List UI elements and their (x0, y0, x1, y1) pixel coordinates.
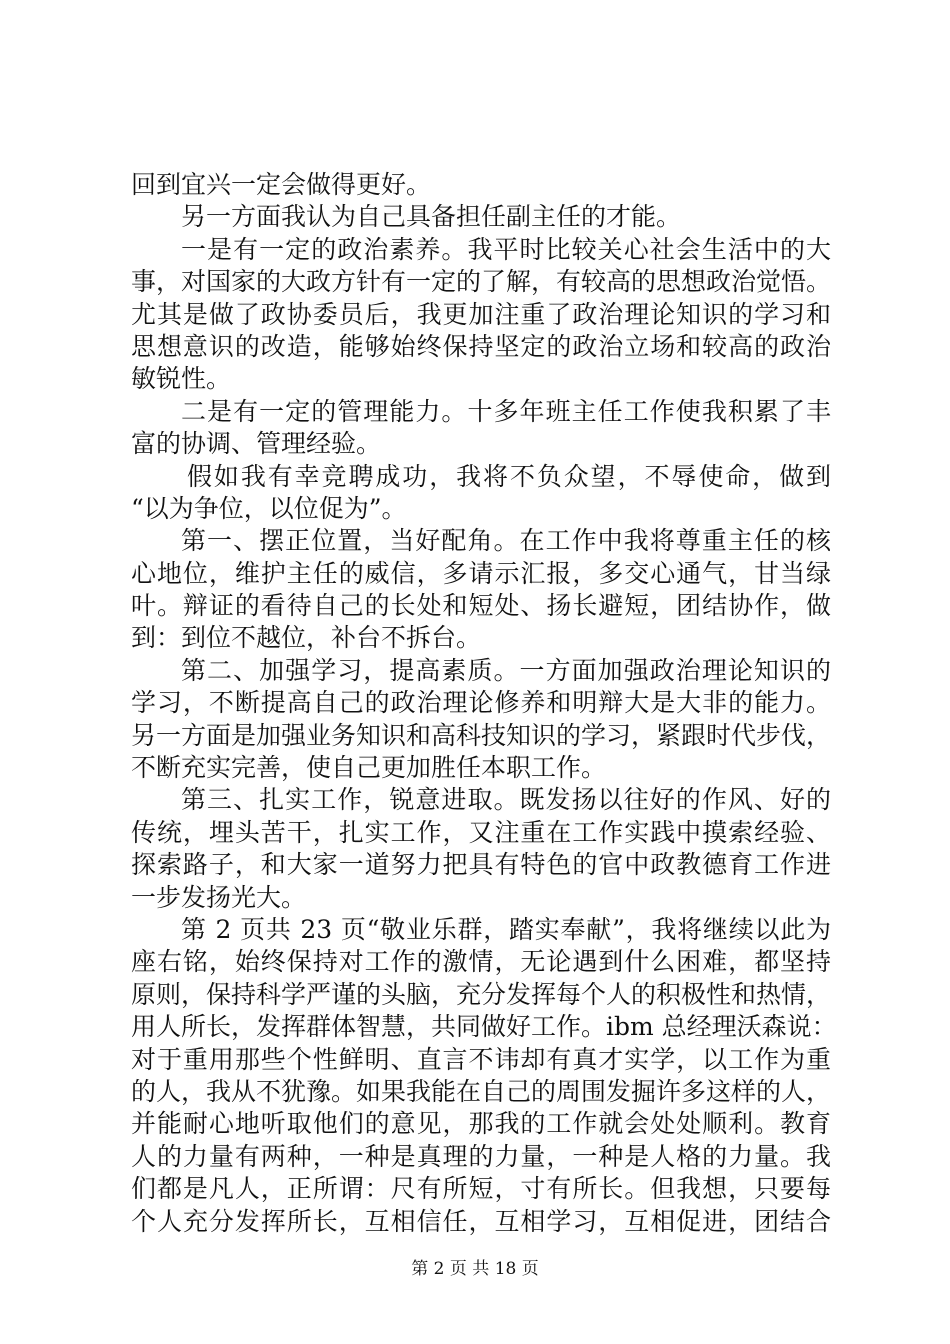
text-line: 一步发扬光大。 (131, 882, 307, 912)
text-line: 事，对国家的大政方针有一定的了解，有较高的思想政治觉悟。 (131, 267, 832, 297)
text-line: 敏锐性。 (131, 364, 232, 394)
text-line: 的人，我从不犹豫。如果我能在自己的周围发掘许多这样的人， (131, 1076, 832, 1106)
text-line: 心地位，维护主任的威信，多请示汇报，多交心通气，甘当绿 (131, 558, 831, 588)
text-line: 假如我有幸竞聘成功，我将不负众望，不辱使命，做到 (187, 461, 831, 491)
text-line: 第 2 页共 23 页“敬业乐群，踏实奉献”，我将继续以此为 (181, 914, 831, 944)
text-line: 富的协调、管理经验。 (131, 429, 382, 459)
text-line: 到：到位不越位，补台不拆台。 (131, 623, 482, 653)
text-line: 第一、摆正位置，当好配角。在工作中我将尊重主任的核 (181, 526, 831, 556)
text-line: 对于重用那些个性鲜明、直言不讳却有真才实学，以工作为重 (131, 1044, 831, 1074)
text-line: 并能耐心地听取他们的意见，那我的工作就会处处顺利。教育 (131, 1109, 831, 1139)
text-line: 另一方面是加强业务知识和高科技知识的学习，紧跟时代步伐， (131, 720, 832, 750)
text-line: 思想意识的改造，能够始终保持坚定的政治立场和较高的政治 (131, 331, 831, 361)
body-text (131, 169, 837, 1238)
text-line: 不断充实完善，使自己更加胜任本职工作。 (131, 753, 607, 783)
text-line: 回到宜兴一定会做得更好。 (131, 170, 432, 199)
text-line: “以为争位，以位促为”。 (131, 493, 407, 523)
text-line: 传统，埋头苦干，扎实工作，又注重在工作实践中摸索经验、 (131, 817, 831, 847)
page-footer: 第 2 页 共 18 页 (411, 1259, 539, 1279)
text-line: 学习，不断提高自己的政治理论修养和明辩大是大非的能力。 (131, 688, 831, 718)
text-line: 用人所长，发挥群体智慧，共同做好工作。ibm 总经理沃森说： (131, 1012, 837, 1042)
text-line: 探索路子，和大家一道努力把具有特色的官中政教德育工作进 (131, 850, 831, 880)
text-line: 二是有一定的管理能力。十多年班主任工作使我积累了丰 (181, 396, 831, 426)
text-line: 们都是凡人，正所谓：尺有所短，寸有所长。但我想，只要每 (131, 1174, 831, 1204)
text-line: 一是有一定的政治素养。我平时比较关心社会生活中的大 (181, 234, 831, 264)
text-line: 第二、加强学习，提高素质。一方面加强政治理论知识的 (181, 655, 831, 685)
text-line: 第三、扎实工作，锐意进取。既发扬以往好的作风、好的 (181, 785, 831, 815)
text-line: 另一方面我认为自己具备担任副主任的才能。 (181, 202, 682, 232)
text-line: 原则，保持科学严谨的头脑，充分发挥每个人的积极性和热情， (131, 979, 832, 1009)
text-line: 尤其是做了政协委员后，我更加注重了政治理论知识的学习和 (131, 299, 831, 329)
text-line: 人的力量有两种，一种是真理的力量，一种是人格的力量。我 (131, 1141, 831, 1171)
text-line: 叶。辩证的看待自己的长处和短处、扬长避短，团结协作，做 (131, 591, 831, 621)
text-line: 个人充分发挥所长，互相信任，互相学习，互相促进，团结合 (131, 1206, 831, 1236)
text-line: 座右铭，始终保持对工作的激情，无论遇到什么困难，都坚持 (131, 947, 831, 977)
